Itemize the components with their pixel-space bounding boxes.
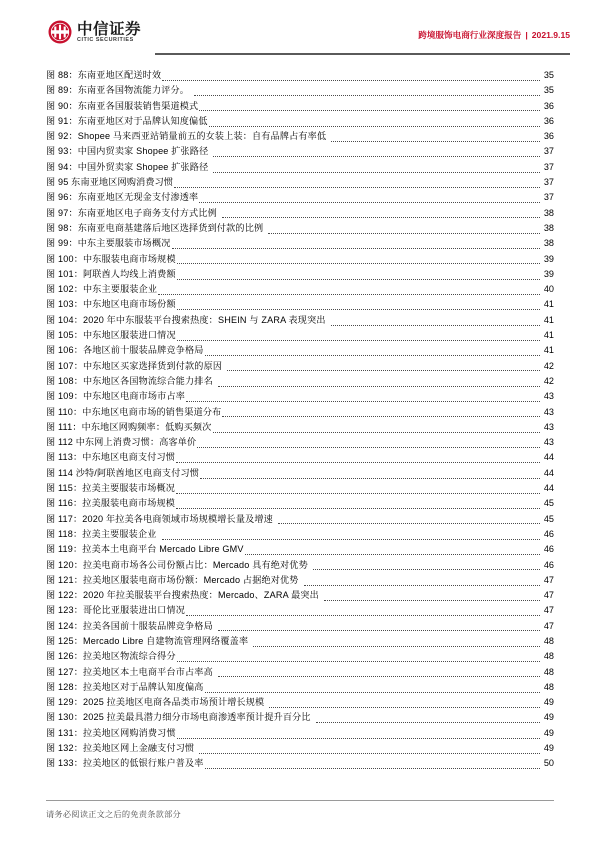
toc-entry-page-number: 44 [543,483,554,494]
toc-entry[interactable] [46,83,554,98]
toc-dot-leader [218,669,540,677]
toc-entry[interactable] [46,512,554,527]
toc-entry-title: 图 100：中东服装电商市场规模 [46,253,176,264]
toc-entry-page-number: 47 [543,574,554,585]
toc-entry-page-number: 35 [543,70,554,80]
footer-divider [46,800,554,801]
toc-entry-title: 图 95 东南亚地区网购消费习惯 [46,177,174,188]
toc-entry[interactable] [46,190,554,205]
toc-entry-title: 图 111：中东地区网购频率：低购买频次 [46,421,212,432]
toc-entry[interactable] [46,99,554,114]
toc-entry-title: 图 106：各地区前十服装品牌竞争格局 [46,345,204,356]
toc-entry-page-number: 47 [543,590,554,601]
toc-entry-page-number: 36 [543,100,554,111]
toc-entry-title: 图 101：阿联酋人均线上消费额 [46,268,176,279]
page-footer [0,800,600,848]
toc-entry-title: 图 108：中东地区各国物流综合能力排名 [46,375,213,386]
toc-entry-page-number: 41 [543,330,554,341]
toc-dot-leader [186,394,540,402]
toc-entry[interactable] [46,573,554,588]
toc-entry[interactable] [46,603,554,618]
toc-entry[interactable] [46,420,554,435]
toc-entry[interactable] [46,175,554,190]
toc-dot-leader [176,501,540,509]
toc-entry-title: 图 126：拉美地区物流综合得分 [46,651,176,662]
toc-entry-title: 图 89：东南亚各国物流能力评分。 [46,85,190,96]
toc-entry-page-number: 49 [543,712,554,723]
toc-dot-leader [186,608,540,616]
toc-entry-page-number: 38 [543,207,554,218]
toc-entry-title: 图 130：2025 拉美最具潜力细分市场电商渗透率预计提升百分比 [46,712,311,723]
toc-entry[interactable] [46,695,554,710]
toc-entry-title: 图 103：中东地区电商市场份额 [46,299,176,310]
toc-dot-leader [213,165,540,173]
toc-entry-title: 图 107：中东地区买家选择货到付款的原因 [46,360,223,371]
toc-dot-leader [205,348,540,356]
toc-dot-leader [222,409,540,417]
toc-entry-page-number: 41 [543,314,554,325]
toc-dot-leader [205,761,540,769]
toc-dot-leader [172,241,541,249]
toc-entry[interactable] [46,665,554,680]
toc-entry-title: 图 125：Mercado Libre 自建物流管理网络覆盖率 [46,635,249,646]
report-title: 跨境服饰电商行业深度报告 [418,30,522,40]
toc-entry-title: 图 104：2020 年中东服装平台搜索热度：SHEIN 与 ZARA 表现突出 [46,314,326,325]
toc-entry-page-number: 43 [543,437,554,448]
toc-entry-title: 图 117：2020 年拉美各电商领域市场规模增长量及增速 [46,513,273,524]
toc-entry-title: 图 128：拉美地区对于品牌认知度偏高 [46,681,204,692]
toc-dot-leader [162,532,540,540]
toc-entry-title: 图 102：中东主要服装企业 [46,284,158,295]
toc-entry[interactable] [46,481,554,496]
toc-entry-page-number: 38 [543,222,554,233]
toc-entry-title: 图 118：拉美主要服装企业 [46,528,157,539]
toc-dot-leader [199,195,540,203]
toc-entry-page-number: 49 [543,697,554,708]
toc-entry-title: 图 131：拉美地区网购消费习惯 [46,727,176,738]
toc-entry-page-number: 46 [543,559,554,570]
toc-entry-page-number: 37 [543,192,554,203]
toc-dot-leader [269,700,540,708]
toc-dot-leader [162,73,540,81]
toc-dot-leader [213,425,541,433]
toc-entry-page-number: 37 [543,161,554,172]
toc-entry[interactable] [46,267,554,282]
toc-entry[interactable] [46,297,554,312]
toc-dot-leader [324,593,540,601]
toc-entry-page-number: 35 [543,85,554,96]
toc-entry-title: 图 93：中国内贸卖家 Shopee 扩张路径 [46,146,209,157]
report-date: 2021.9.15 [531,30,570,40]
toc-entry-page-number: 45 [543,498,554,509]
toc-entry[interactable] [46,542,554,557]
toc-entry[interactable] [46,710,554,725]
toc-entry-page-number: 47 [543,620,554,631]
toc-entry-page-number: 48 [543,666,554,677]
toc-dot-leader [253,639,540,647]
toc-entry-title: 图 92：Shopee 马来西亚站销量前五的女装上装：自有品牌占有率低 [46,131,327,142]
toc-entry[interactable] [46,160,554,175]
toc-entry-title: 图 97：东南亚地区电子商务支付方式比例 [46,207,217,218]
toc-entry[interactable] [46,634,554,649]
toc-entry[interactable] [46,144,554,159]
toc-dot-leader [177,731,540,739]
toc-dot-leader [176,455,540,463]
toc-dot-leader [218,623,540,631]
toc-entry[interactable] [46,236,554,251]
toc-entry-title: 图 105：中东地区服装进口情况 [46,330,176,341]
toc-entry-page-number: 38 [543,238,554,249]
footer-disclaimer: 请务必阅读正文之后的免责条款部分 [46,810,181,819]
toc-entry-title: 图 121：拉美地区服装电商市场份额：Mercado 占据绝对优势 [46,574,299,585]
toc-dot-leader [316,715,540,723]
toc-dot-leader [177,654,540,662]
toc-entry-title: 图 119：拉美本土电商平台 Mercado Libre GMV [46,544,244,555]
toc-entry-title: 图 94：中国外贸卖家 Shopee 扩张路径 [46,161,209,172]
toc-entry[interactable] [46,588,554,603]
toc-dot-leader [177,333,540,341]
toc-entry-title: 图 132：拉美地区网上金融支付习惯 [46,743,195,754]
toc-entry[interactable] [46,313,554,328]
toc-dot-leader [313,562,540,570]
toc-entry[interactable] [46,649,554,664]
toc-entry-page-number: 36 [543,131,554,142]
toc-entry-page-number: 43 [543,421,554,432]
toc-entry[interactable] [46,435,554,450]
toc-entry[interactable] [46,221,554,236]
toc-entry[interactable] [46,68,554,83]
toc-entry[interactable] [46,129,554,144]
toc-entry-page-number: 47 [543,605,554,616]
toc-entry-title: 图 114 沙特/阿联酋地区电商支付习惯 [46,467,200,478]
toc-dot-leader [199,746,540,754]
toc-entry-page-number: 37 [543,177,554,188]
toc-entry[interactable] [46,619,554,634]
toc-entry[interactable] [46,527,554,542]
toc-entry[interactable] [46,741,554,756]
toc-entry-page-number: 49 [543,727,554,738]
toc-dot-leader [268,226,540,234]
toc-entry[interactable] [46,252,554,267]
header-separator: | [525,30,528,40]
toc-entry-title: 图 90：东南亚各国服装销售渠道模式 [46,100,199,111]
toc-entry[interactable] [46,450,554,465]
toc-entry-page-number: 39 [543,253,554,264]
toc-dot-leader [174,180,540,188]
toc-entry-title: 图 120：拉美电商市场各公司份额占比：Mercado 具有绝对优势 [46,559,308,570]
toc-entry[interactable] [46,328,554,343]
toc-dot-leader [176,486,540,494]
toc-entry-page-number: 43 [543,406,554,417]
toc-dot-leader [304,578,540,586]
toc-entry[interactable] [46,466,554,481]
toc-entry-title: 图 98：东南亚电商基建落后地区选择货到付款的比例 [46,222,264,233]
toc-entry[interactable] [46,114,554,129]
toc-entry-title: 图 123：哥伦比亚服装进出口情况 [46,605,186,616]
toc-entry-title: 图 96：东南亚地区无现金支付渗透率 [46,192,199,203]
toc-entry[interactable] [46,206,554,221]
toc-dot-leader [213,149,540,157]
toc-entry[interactable] [46,726,554,741]
toc-dot-leader [331,318,540,326]
toc-entry[interactable] [46,405,554,420]
toc-entry-title: 图 129：2025 拉美地区电商各品类市场预计增长规模 [46,697,265,708]
toc-entry[interactable] [46,389,554,404]
toc-entry-title: 图 88：东南亚地区配送时效 [46,70,162,80]
toc-dot-leader [200,471,540,479]
toc-entry-title: 图 110：中东地区电商市场的销售渠道分布 [46,406,222,417]
logo-text-cn: 中信证券 [77,18,142,38]
toc-dot-leader [158,287,540,295]
toc-entry-page-number: 36 [543,115,554,126]
toc-entry-page-number: 42 [543,360,554,371]
toc-dot-leader [245,547,540,555]
toc-entry-title: 图 115：拉美主要服装市场概况 [46,483,176,494]
toc-entry-title: 图 109：中东地区电商市场市占率 [46,391,186,402]
toc-entry-page-number: 44 [543,467,554,478]
toc-entry[interactable] [46,680,554,695]
toc-dot-leader [278,516,540,524]
toc-entry[interactable] [46,282,554,297]
toc-entry-page-number: 40 [543,284,554,295]
toc-entry-page-number: 39 [543,268,554,279]
toc-entry-page-number: 50 [543,758,554,769]
toc-dot-leader [177,272,540,280]
toc-entry-page-number: 45 [543,513,554,524]
toc-entry-page-number: 46 [543,528,554,539]
toc-entry-page-number: 41 [543,345,554,356]
toc-entry-page-number: 37 [543,146,554,157]
toc-entry-title: 图 116：拉美服装电商市场规模 [46,498,176,509]
table-of-figures [0,62,600,772]
toc-entry[interactable] [46,343,554,358]
toc-dot-leader [177,256,540,264]
toc-dot-leader [227,363,540,371]
toc-entry-page-number: 41 [543,299,554,310]
page-header [0,0,600,62]
toc-entry-page-number: 42 [543,375,554,386]
toc-dot-leader [199,103,540,111]
toc-entry-page-number: 43 [543,391,554,402]
logo-text-en: CITIC SECURITIES [77,37,134,44]
toc-entry-title: 图 127：拉美地区本土电商平台市占率高 [46,666,213,677]
toc-entry[interactable] [46,374,554,389]
citic-logo-icon [48,20,72,44]
toc-dot-leader [177,302,540,310]
toc-entry-page-number: 46 [543,544,554,555]
toc-entry[interactable] [46,756,554,771]
toc-entry-page-number: 48 [543,681,554,692]
toc-entry-title: 图 113：中东地区电商支付习惯 [46,452,176,463]
toc-dot-leader [194,88,540,96]
toc-entry-title: 图 133：拉美地区的低银行账户普及率 [46,758,204,769]
report-header-label [418,29,570,42]
citic-securities-logo [48,20,141,44]
toc-entry[interactable] [46,558,554,573]
toc-dot-leader [222,210,540,218]
toc-dot-leader [205,685,540,693]
toc-dot-leader [197,440,540,448]
toc-entry-page-number: 49 [543,743,554,754]
toc-entry[interactable] [46,359,554,374]
toc-entry-page-number: 44 [543,452,554,463]
toc-entry[interactable] [46,496,554,511]
toc-entry-title: 图 91：东南亚地区对于品牌认知度偏低 [46,115,208,126]
header-divider [155,53,570,55]
toc-entry-page-number: 48 [543,651,554,662]
toc-entry-page-number: 48 [543,635,554,646]
toc-dot-leader [218,379,540,387]
toc-entry-title: 图 112 中东网上消费习惯：高客单价 [46,437,197,448]
toc-dot-leader [331,134,540,142]
toc-entry-title: 图 122：2020 年拉美服装平台搜索热度：Mercado、ZARA 最突出 [46,590,319,601]
toc-entry-title: 图 124：拉美各国前十服装品牌竞争格局 [46,620,213,631]
toc-dot-leader [209,119,540,127]
toc-entry-title: 图 99：中东主要服装市场概况 [46,238,171,249]
